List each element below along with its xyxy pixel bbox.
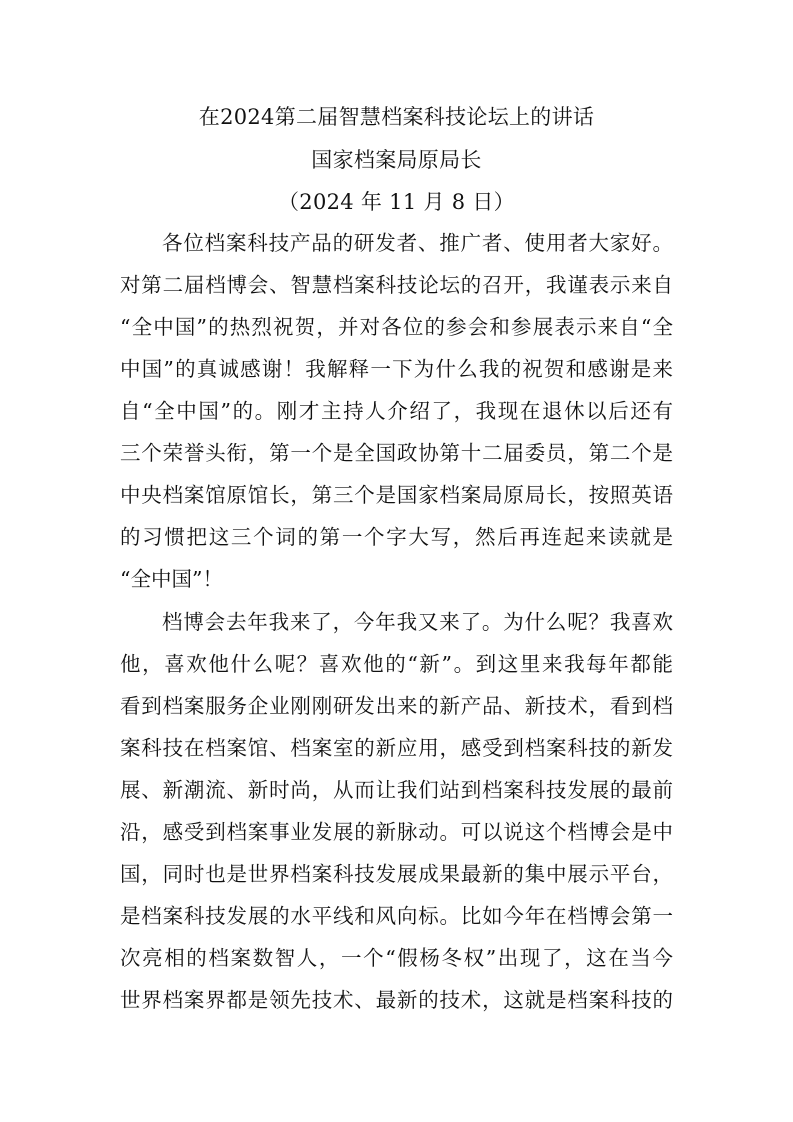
paragraph-line: 国，同时也是世界档案科技发展成果最新的集中展示平台， xyxy=(120,862,673,886)
speech-title: 在2024第二届智慧档案科技论坛上的讲话 xyxy=(198,105,595,129)
paragraph-line: 中央档案馆原馆长，第三个是国家档案局原局长，按照英语 xyxy=(120,483,673,507)
speaker-position: 国家档案局原局长 xyxy=(311,148,482,172)
paragraph-line: 中国”的真诚感谢！我解释一下为什么我的祝贺和感谢是来 xyxy=(120,357,673,381)
paragraph-line: 对第二届档博会、智慧档案科技论坛的召开，我谨表示来自 xyxy=(120,273,673,297)
paragraph-line: 各位档案科技产品的研发者、推广者、使用者大家好。 xyxy=(162,231,673,255)
paragraph-line: 沿，感受到档案事业发展的新脉动。可以说这个档博会是中 xyxy=(120,820,673,844)
paragraph-line: 三个荣誉头衔，第一个是全国政协第十二届委员，第二个是 xyxy=(120,441,673,465)
paragraph-line: 他，喜欢他什么呢？喜欢他的“新”。到这里来我每年都能 xyxy=(120,652,673,676)
paragraph-line: 自“全中国”的。刚才主持人介绍了，我现在退休以后还有 xyxy=(120,399,673,423)
paragraph-line: “全中国”！ xyxy=(120,567,223,591)
paragraph-line: “全中国”的热烈祝贺，并对各位的参会和参展表示来自“全 xyxy=(120,315,673,339)
paragraph-line: 看到档案服务企业刚刚研发出来的新产品、新技术，看到档 xyxy=(120,694,673,718)
paragraph-line: 档博会去年我来了，今年我又来了。为什么呢？我喜欢 xyxy=(162,610,673,634)
speech-date: （2024 年 11 月 8 日） xyxy=(277,190,515,214)
paragraph-line: 是档案科技发展的水平线和风向标。比如今年在档博会第一 xyxy=(120,904,673,928)
paragraph-line: 次亮相的档案数智人，一个“假杨冬权”出现了，这在当今 xyxy=(120,946,673,970)
paragraph-line: 的习惯把这三个词的第一个字大写，然后再连起来读就是 xyxy=(120,525,673,549)
paragraph-line: 展、新潮流、新时尚，从而让我们站到档案科技发展的最前 xyxy=(120,778,673,802)
paragraph-line: 世界档案界都是领先技术、最新的技术，这就是档案科技的 xyxy=(120,988,673,1012)
paragraph-line: 案科技在档案馆、档案室的新应用，感受到档案科技的新发 xyxy=(120,736,673,760)
